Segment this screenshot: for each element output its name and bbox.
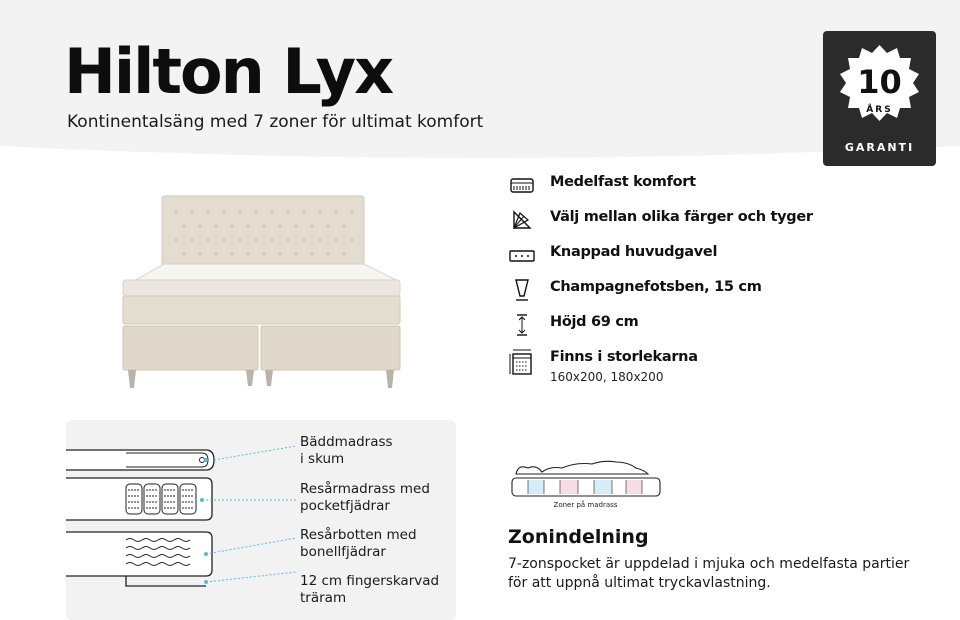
layer-label-line2: pocketfjädrar [300,498,390,514]
zones-caption: Zoner på madrass [553,501,618,509]
page-title: Hilton Lyx [64,35,393,108]
layer-label-pocket [300,481,430,515]
layer-label-line2: i skum [300,451,345,467]
zones-title: Zonindelning [508,526,649,548]
size-icon [508,348,536,376]
layer-label-topper [300,434,393,468]
champagne-leg-icon [508,278,536,302]
warranty-badge [823,31,936,166]
layer-label-bonell [300,527,417,561]
feature-label: Medelfast komfort [550,174,696,190]
warranty-label: GARANTI [844,141,915,154]
layer-label-line2: bonellfjädrar [300,544,386,560]
feature-sublabel: 160x200, 180x200 [550,370,664,384]
warranty-unit: ÅRS [866,105,893,115]
headboard-icon [508,243,536,267]
warranty-years: 10 [857,63,902,101]
layer-label-line1: Resårmadrass med [300,481,430,497]
zones-illustration [508,452,668,502]
height-icon [508,313,536,337]
page-subtitle: Kontinentalsäng med 7 zoner för ultimat komfort [67,112,484,132]
feature-label: Finns i storlekarna [550,349,698,365]
layer-label-frame [300,573,439,607]
layer-label-line2: träram [300,590,347,606]
layers-diagram [66,420,326,620]
feature-label: Knappad huvudgavel [550,244,718,260]
feature-label: Höjd 69 cm [550,314,639,330]
feature-label: Välj mellan olika färger och tyger [550,209,813,225]
bed-image [118,190,408,395]
layer-label-line1: 12 cm fingerskarvad [300,573,440,589]
feature-label: Champagnefotsben, 15 cm [550,279,762,295]
mattress-icon [508,173,536,197]
fabric-swatch-icon [508,208,536,232]
layer-label-line1: Resårbotten med [300,527,417,543]
layer-label-line1: Bäddmadrass [300,434,393,450]
zones-description: 7-zonspocket är uppdelad i mjuka och medelfasta partier för att uppnå ultimat tryckavlastning. [508,556,910,591]
